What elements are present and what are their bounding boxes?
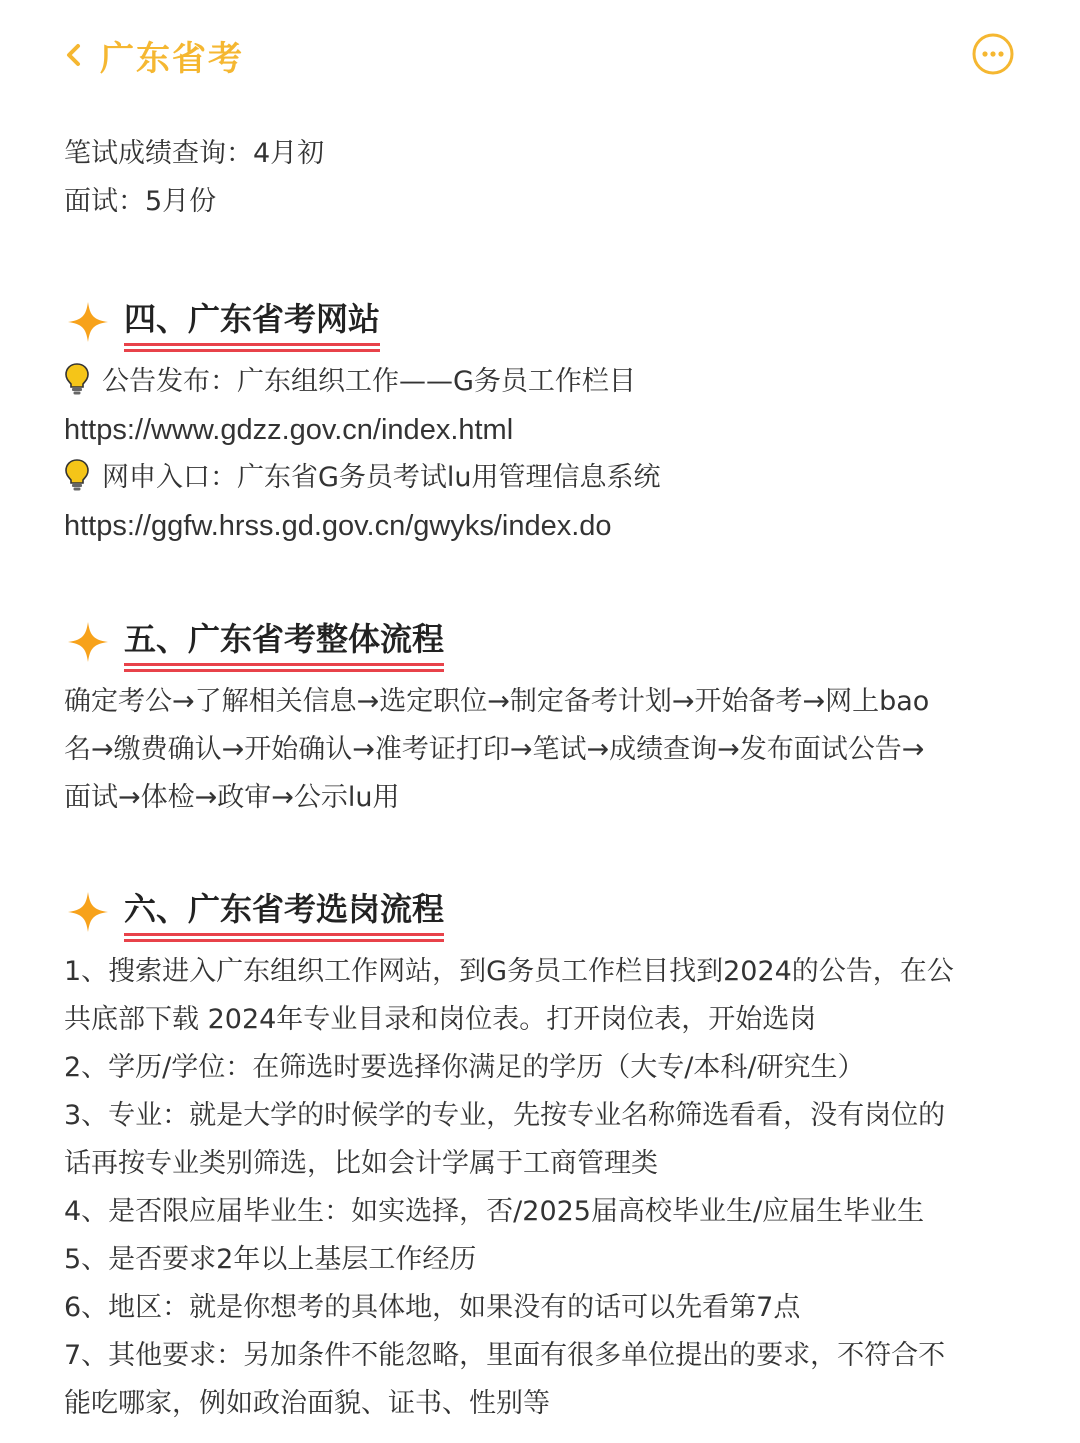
back-button[interactable] bbox=[60, 30, 244, 80]
section-6-header bbox=[64, 884, 1024, 940]
step-line: 2、学历/学位：在筛选时要选择你满足的学历（大专/本科/研究生） bbox=[64, 1052, 865, 1083]
sparkle-icon bbox=[66, 620, 110, 664]
step-line: 4、是否限应届毕业生：如实选择，否/2025届高校毕业生/应届生毕业生 bbox=[64, 1196, 925, 1227]
section-5-header bbox=[64, 614, 1024, 670]
written-score-query-line: 笔试成绩查询：4月初 bbox=[64, 138, 325, 169]
application-entry-label: 网申入口：广东省G务员考试lu用管理信息系统 bbox=[102, 462, 661, 493]
section-4-title: 四、广东省考网站 bbox=[124, 299, 380, 346]
application-entry-line bbox=[64, 454, 1024, 502]
announcement-label: 公告发布：广东组织工作——G务员工作栏目 bbox=[102, 366, 636, 397]
lightbulb-icon bbox=[64, 458, 90, 492]
flow-line: 面试→体检→政审→公示lu用 bbox=[64, 782, 400, 813]
sparkle-icon bbox=[66, 890, 110, 934]
top-nav-bar bbox=[0, 0, 1080, 110]
section-4-header bbox=[64, 294, 1024, 350]
more-dots-icon[interactable] bbox=[972, 33, 1014, 75]
step-line: 共底部下载 2024年专业目录和岗位表。打开岗位表，开始选岗 bbox=[64, 1004, 817, 1035]
step-line: 3、专业：就是大学的时候学的专业，先按专业名称筛选看看，没有岗位的 bbox=[64, 1100, 946, 1131]
flow-line: 确定考公→了解相关信息→选定职位→制定备考计划→开始备考→网上bao bbox=[64, 686, 930, 717]
step-line: 话再按专业类别筛选，比如会计学属于工商管理类 bbox=[64, 1148, 658, 1179]
application-url-link[interactable]: https://ggfw.hrss.gd.gov.cn/gwyks/index.do bbox=[64, 510, 612, 542]
step-line: 5、是否要求2年以上基层工作经历 bbox=[64, 1244, 477, 1275]
lightbulb-icon bbox=[64, 362, 90, 396]
announcement-line bbox=[64, 358, 1024, 406]
step-line: 7、其他要求：另加条件不能忽略，里面有很多单位提出的要求，不符合不 bbox=[64, 1340, 946, 1371]
flow-line: 名→缴费确认→开始确认→准考证打印→笔试→成绩查询→发布面试公告→ bbox=[64, 734, 925, 765]
section-5-title: 五、广东省考整体流程 bbox=[124, 619, 444, 666]
step-line: 6、地区：就是你想考的具体地，如果没有的话可以先看第7点 bbox=[64, 1292, 801, 1323]
sparkle-icon bbox=[66, 300, 110, 344]
page-title: 广东省考 bbox=[100, 38, 244, 79]
announcement-url-link[interactable]: https://www.gdzz.gov.cn/index.html bbox=[64, 414, 514, 446]
step-line: 能吃哪家，例如政治面貌、证书、性别等 bbox=[64, 1388, 550, 1419]
interview-time-line: 面试：5月份 bbox=[64, 186, 217, 217]
article-body bbox=[64, 130, 1024, 1428]
section-6-title: 六、广东省考选岗流程 bbox=[124, 889, 444, 936]
chevron-left-icon bbox=[60, 41, 88, 69]
step-line: 1、搜索进入广东组织工作网站，到G务员工作栏目找到2024的公告，在公 bbox=[64, 956, 954, 987]
